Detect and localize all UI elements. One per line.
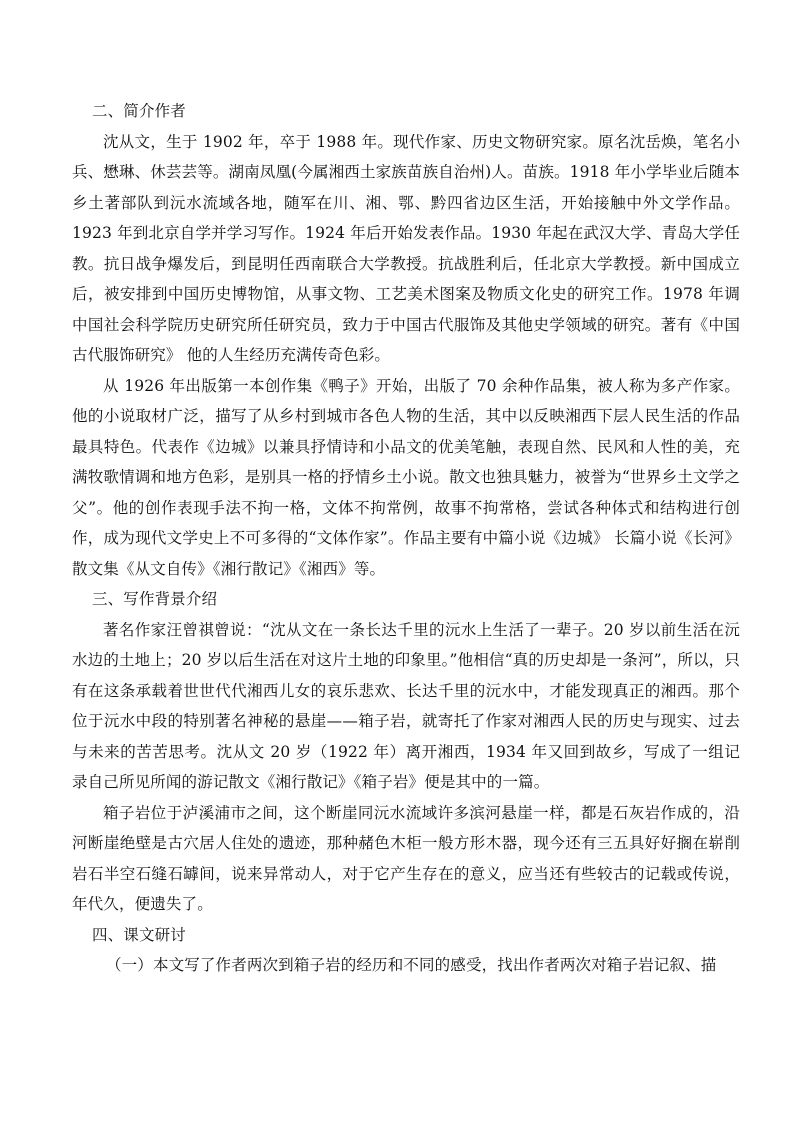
- paragraph-background-location: 箱子岩位于泸溪浦市之间，这个断崖同沅水流域许多滨河悬崖一样，都是石灰岩作成的，沿河断崖绝壁是古穴居人住处的遗迹，那种赭色木柜一般方形木器，现今还有三五具好好搁在崭削岩石半空石缝石罅间，说来异常动人，对于它产生存在的意义，应当还有些较古的记载或传说，年代久，便遗失了。: [72, 803, 740, 913]
- paragraph-author-works: 从 1926 年出版第一本创作集《鸭子》开始，出版了 70 余种作品集，被人称为多产作家。他的小说取材广泛，描写了从乡村到城市各色人物的生活，其中以反映湘西下层人民生活的作品最具特色。代表作《边城》以兼具抒情诗和小品文的优美笔触，表现自然、民风和人性的美，充满牧歌情调和地方色彩，是别具一格的抒情乡土小说。散文也独具魅力，被誉为“世界乡土文学之父”。他的创作表现手法不拘一格，文体不拘常例，故事不拘常格，尝试各种体式和结构进行创作，成为现代文学史上不可多得的“文体作家”。作品主要有中篇小说《边城》 长篇小说《长河》 散文集《从文自传》《湘行散记》《湘西》等。: [72, 376, 740, 578]
- paragraph-author-biography: 沈从文，生于 1902 年，卒于 1988 年。现代作家、历史文物研究家。原名沈岳焕，笔名小兵、懋琳、休芸芸等。湖南凤凰(今属湘西土家族苗族自治州)人。苗族。1918 年小学毕业后随本乡土著部队到沅水流域各地，随军在川、湘、鄂、黔四省边区生活，开始接触中外文学作品。1923 年到北京自学并学习写作。1924 年后开始发表作品。1930 年起在武汉大学、青岛大学任教。抗日战争爆发后，到昆明任西南联合大学教授。抗战胜利后，任北京大学教授。新中国成立后，被安排到中国历史博物馆，从事文物、工艺美术图案及物质文化史的研究工作。1978 年调中国社会科学院历史研究所任研究员，致力于中国古代服饰及其他史学领域的研究。著有《中国古代服饰研究》 他的人生经历充满传奇色彩。: [72, 132, 740, 364]
- paragraph-background-quote: 著名作家汪曾祺曾说：“沈从文在一条长达千里的沅水上生活了一辈子。20 岁以前生活在沅水边的土地上；20 岁以后生活在对这片土地的印象里。”他相信“真的历史却是一条河”，所以，只有在这条承载着世世代代湘西儿女的哀乐悲欢、长达千里的沅水中，才能发现真正的湘西。那个位于沅水中段的特别著名神秘的悬崖——箱子岩，就寄托了作家对湘西人民的历史与现实、过去与未来的苦苦思考。沈从文 20 岁（1922 年）离开湘西，1934 年又回到故乡，写成了一组记录自己所见所闻的游记散文《湘行散记》《箱子岩》便是其中的一篇。: [72, 620, 740, 791]
- document-page: [72, 96, 740, 981]
- section-heading-author: 二、简介作者: [92, 102, 186, 120]
- section-heading-background: 三、写作背景介绍: [92, 590, 218, 608]
- section-heading-discussion: 四、课文研讨: [92, 925, 186, 944]
- paragraph-discussion-question-1: （一）本文写了作者两次到箱子岩的经历和不同的感受，找出作者两次对箱子岩记叙、描: [106, 956, 717, 974]
